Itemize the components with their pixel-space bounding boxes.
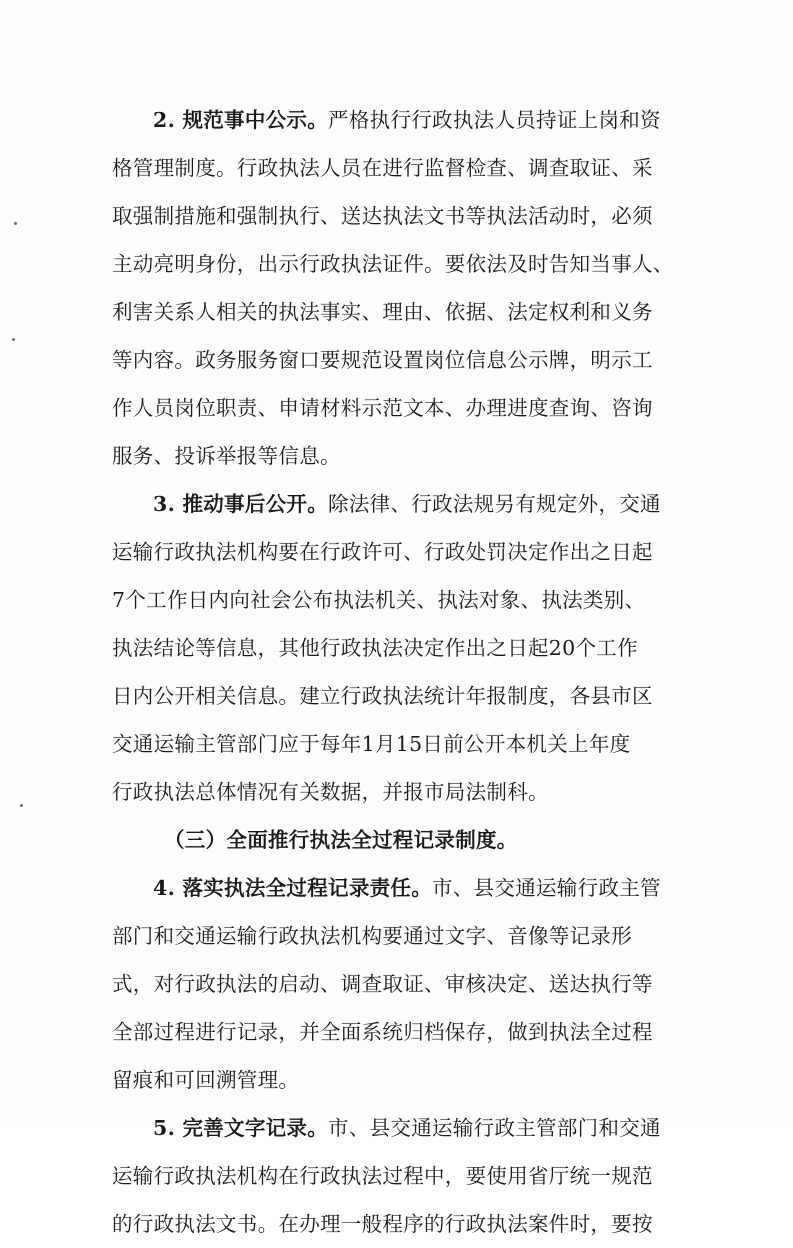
line-text: 市、县交通运输行政主管部门和交通 <box>328 1116 661 1140</box>
section-heading-text: （三）全面推行执法全过程记录制度。 <box>164 828 518 852</box>
scan-speck <box>14 222 17 225</box>
section-heading <box>112 816 688 864</box>
item-heading: 3. 推动事后公开。 <box>153 492 329 516</box>
line-text: 执法结论等信息，其他行政执法决定作出之日起20个工作 <box>112 636 638 660</box>
paragraph-2-heading-line <box>112 96 688 144</box>
line-text: 等内容。政务服务窗口要规范设置岗位信息公示牌，明示工 <box>112 348 653 372</box>
line-text: 利害关系人相关的执法事实、理由、依据、法定权利和义务 <box>112 300 653 324</box>
text-line <box>112 576 688 624</box>
line-text: 服务、投诉举报等信息。 <box>112 444 341 468</box>
text-line <box>112 1008 688 1056</box>
text-line <box>112 192 688 240</box>
line-text: 运输行政执法机构在行政执法过程中，要使用省厅统一规范 <box>112 1164 653 1188</box>
line-text: 格管理制度。行政执法人员在进行监督检查、调查取证、采 <box>112 156 653 180</box>
paragraph-4-heading-line <box>112 864 688 912</box>
text-line <box>112 768 688 816</box>
text-line <box>112 960 688 1008</box>
line-text: 作人员岗位职责、申请材料示范文本、办理进度查询、咨询 <box>112 396 653 420</box>
line-text: 严格执行行政执法人员持证上岗和资 <box>328 108 661 132</box>
paragraph-3-heading-line <box>112 480 688 528</box>
text-line <box>112 528 688 576</box>
line-text: 的行政执法文书。在办理一般程序的行政执法案件时，要按 <box>112 1212 653 1236</box>
line-text: 交通运输主管部门应于每年1月15日前公开本机关上年度 <box>112 732 631 756</box>
line-text: 市、县交通运输行政主管 <box>432 876 661 900</box>
item-heading: 5. 完善文字记录。 <box>153 1116 329 1140</box>
text-line <box>112 624 688 672</box>
scan-speck <box>12 338 15 341</box>
text-line <box>112 240 688 288</box>
line-text: 运输行政执法机构要在行政许可、行政处罚决定作出之日起 <box>112 540 653 564</box>
paragraph-5-heading-line <box>112 1104 688 1152</box>
text-line <box>112 336 688 384</box>
line-text: 取强制措施和强制执行、送达执法文书等执法活动时，必须 <box>112 204 653 228</box>
line-text: 全部过程进行记录，并全面系统归档保存，做到执法全过程 <box>112 1020 653 1044</box>
line-text: 部门和交通运输行政执法机构要通过文字、音像等记录形 <box>112 924 632 948</box>
line-text: 行政执法总体情况有关数据，并报市局法制科。 <box>112 780 549 804</box>
line-text: 留痕和可回溯管理。 <box>112 1068 300 1092</box>
line-text: 7个工作日内向社会公布执法机关、执法对象、执法类别、 <box>112 588 646 612</box>
item-heading: 4. 落实执法全过程记录责任。 <box>153 876 433 900</box>
text-line <box>112 144 688 192</box>
item-heading: 2. 规范事中公示。 <box>153 108 329 132</box>
text-line <box>112 384 688 432</box>
line-text: 主动亮明身份，出示行政执法证件。要依法及时告知当事人、 <box>112 252 674 276</box>
text-line <box>112 1056 688 1104</box>
text-line <box>112 1152 688 1200</box>
text-line <box>112 672 688 720</box>
text-line <box>112 288 688 336</box>
line-text: 式，对行政执法的启动、调查取证、审核决定、送达执行等 <box>112 972 653 996</box>
text-line <box>112 720 688 768</box>
text-line <box>112 432 688 480</box>
text-line <box>112 912 688 960</box>
text-line <box>112 1200 688 1248</box>
line-text: 除法律、行政法规另有规定外，交通 <box>328 492 661 516</box>
line-text: 日内公开相关信息。建立行政执法统计年报制度，各县市区 <box>112 684 653 708</box>
scan-speck <box>20 804 23 807</box>
document-body <box>112 96 688 1248</box>
